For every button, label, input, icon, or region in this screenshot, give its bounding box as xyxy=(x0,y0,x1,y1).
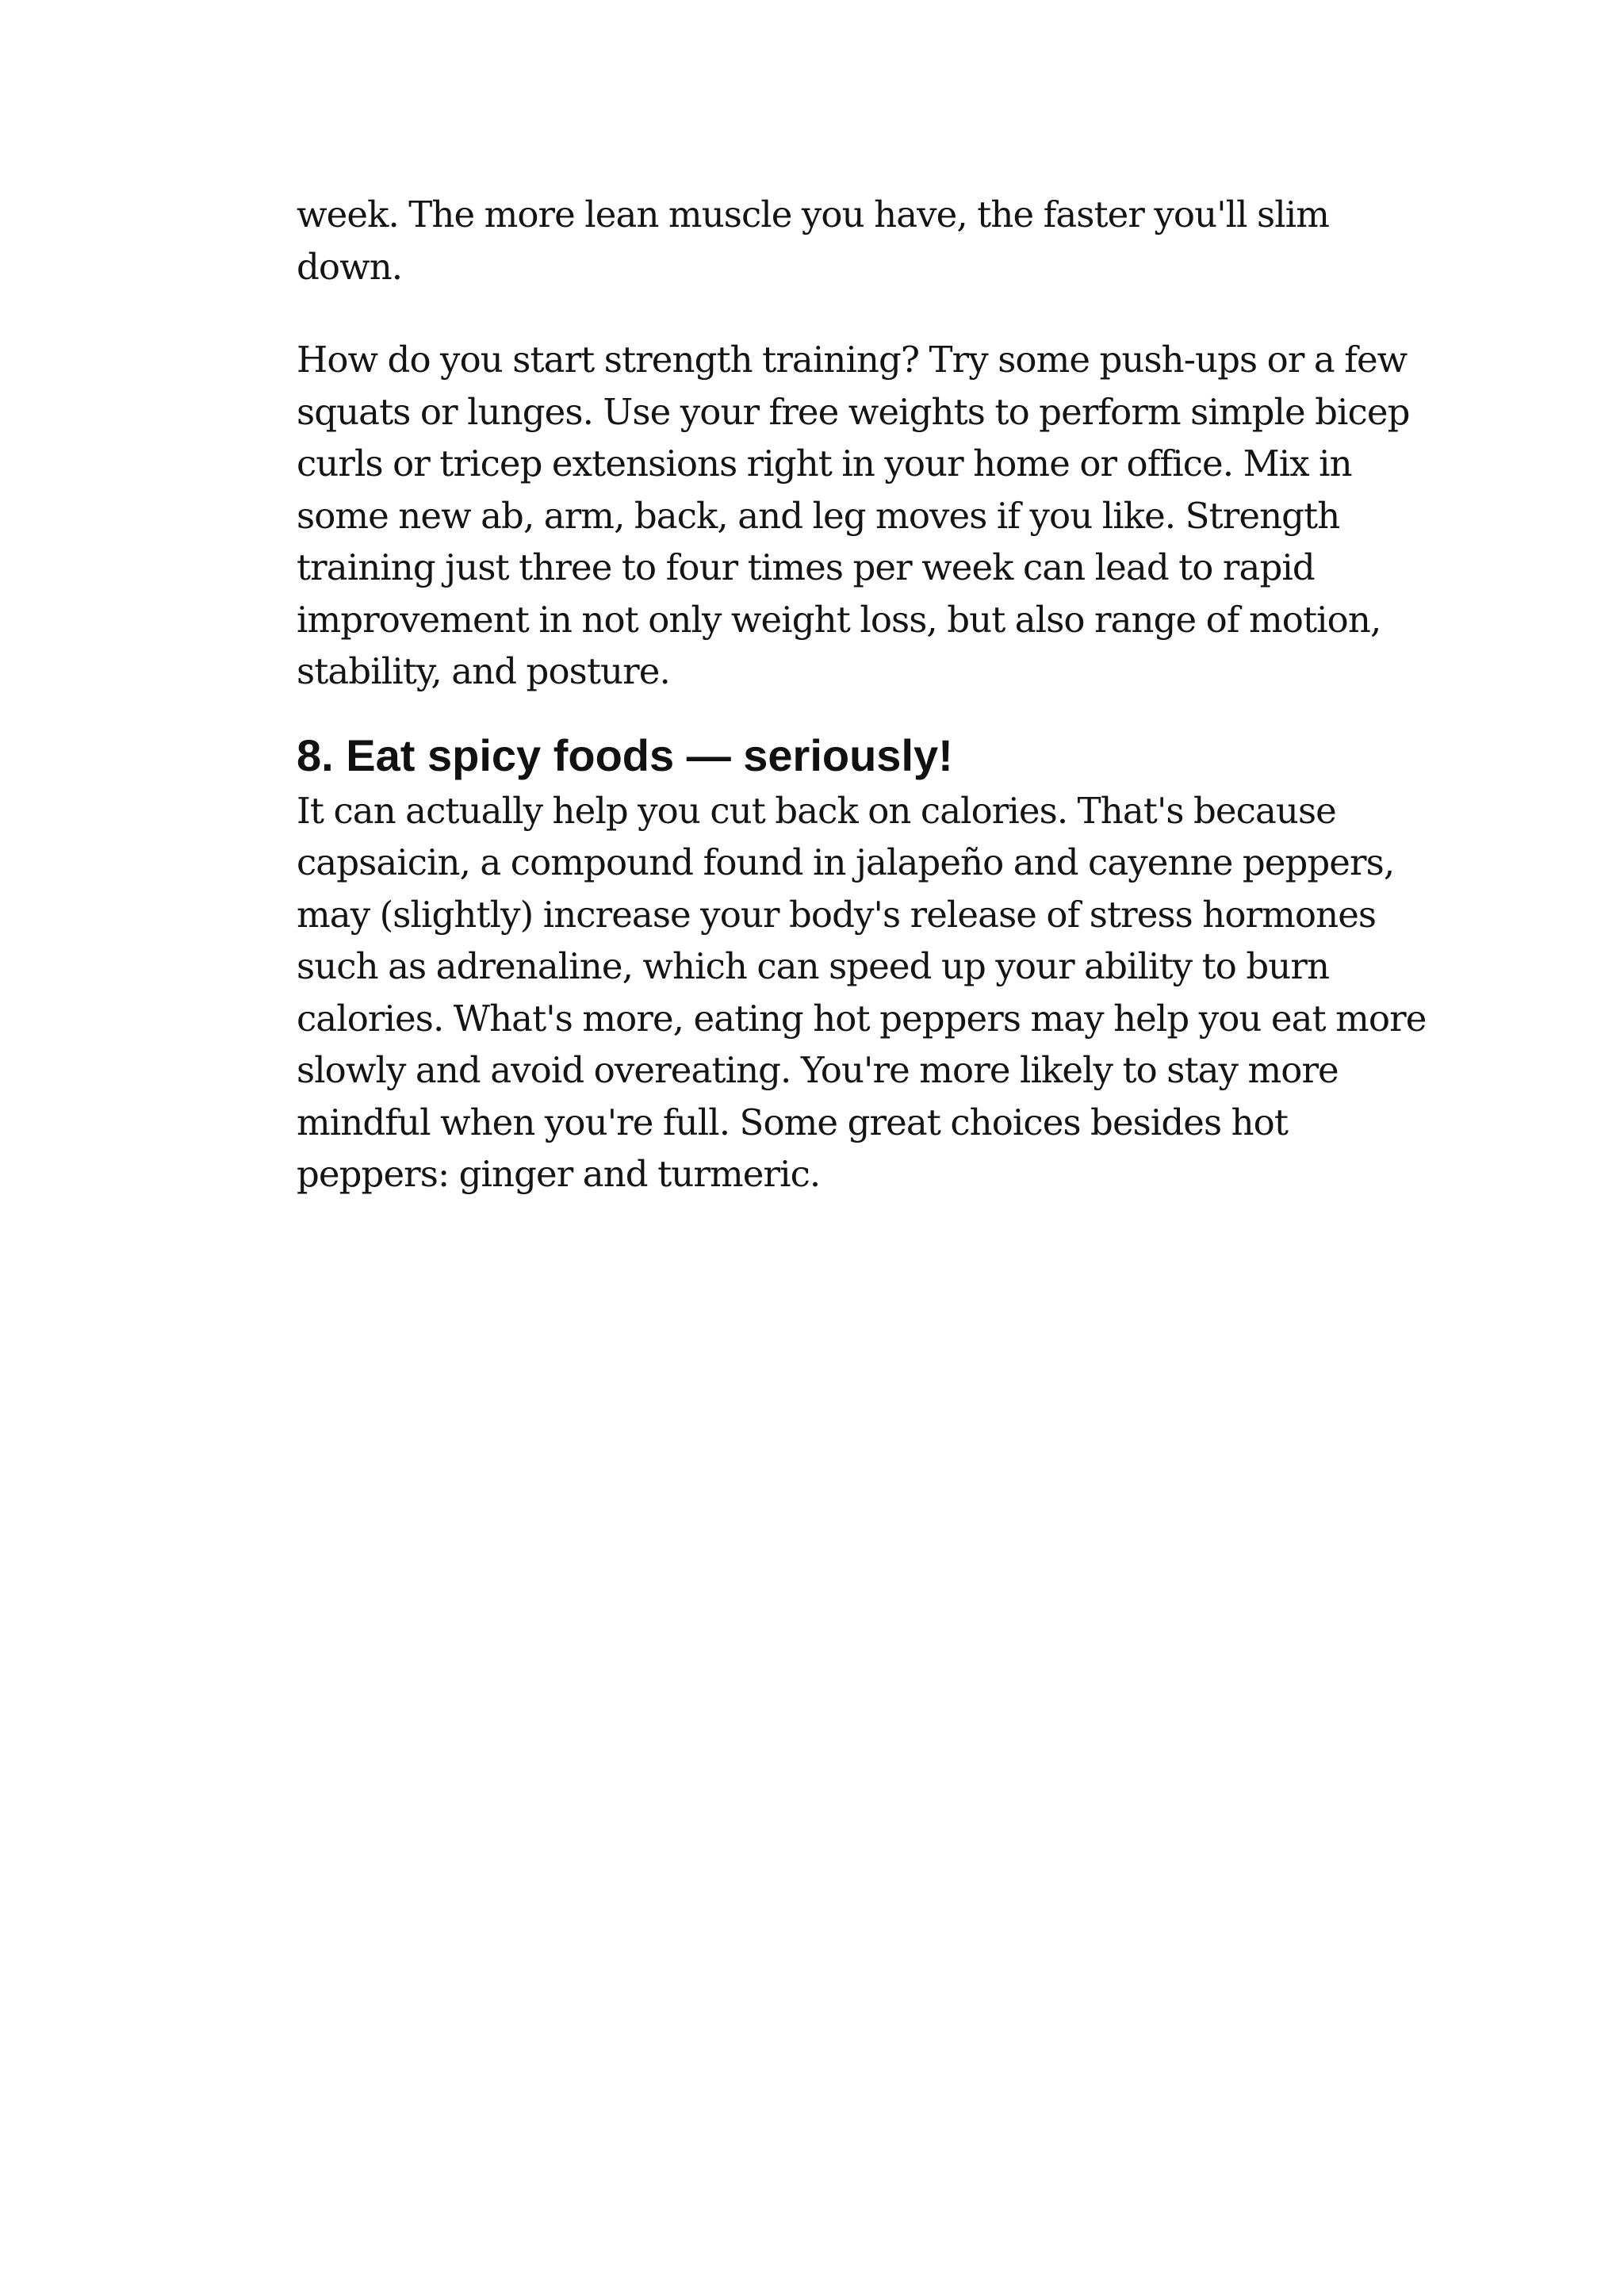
text-line: may (slightly) increase your body's release of stress hormones xyxy=(297,893,1377,936)
page-content xyxy=(297,189,1438,1201)
text-line: capsaicin, a compound found in jalapeño and cayenne peppers, xyxy=(297,841,1395,883)
text-line: training just three to four times per week can lead to rapid xyxy=(297,546,1315,588)
text-line: mindful when you're full. Some great choices besides hot xyxy=(297,1101,1289,1143)
text-line: some new ab, arm, back, and leg moves if you like. Strength xyxy=(297,494,1340,537)
paragraph-spicy-foods xyxy=(297,785,1438,1201)
text-line: stability, and posture. xyxy=(297,650,670,692)
text-line: How do you start strength training? Try some push-ups or a few xyxy=(297,339,1408,381)
text-line: week. The more lean muscle you have, the faster you'll slim xyxy=(297,193,1329,236)
text-line: calories. What's more, eating hot peppers may help you eat more xyxy=(297,997,1427,1040)
text-line: improvement in not only weight loss, but also range of motion, xyxy=(297,598,1381,641)
paragraph-strength-training xyxy=(297,334,1438,698)
paragraph-intro-continuation xyxy=(297,189,1438,293)
text-line: It can actually help you cut back on calories. That's because xyxy=(297,789,1336,832)
text-line: such as adrenaline, which can speed up your ability to burn xyxy=(297,945,1330,987)
section-spacer xyxy=(297,698,1438,728)
text-line: peppers: ginger and turmeric. xyxy=(297,1153,821,1195)
text-line: slowly and avoid overeating. You're more likely to stay more xyxy=(297,1049,1339,1091)
text-line: squats or lunges. Use your free weights to perform simple bicep xyxy=(297,390,1410,433)
paragraph-spacer xyxy=(297,293,1438,334)
text-line: curls or tricep extensions right in your home or office. Mix in xyxy=(297,442,1352,484)
section-heading: 8. Eat spicy foods — seriously! xyxy=(297,730,953,780)
text-line: down. xyxy=(297,245,403,288)
